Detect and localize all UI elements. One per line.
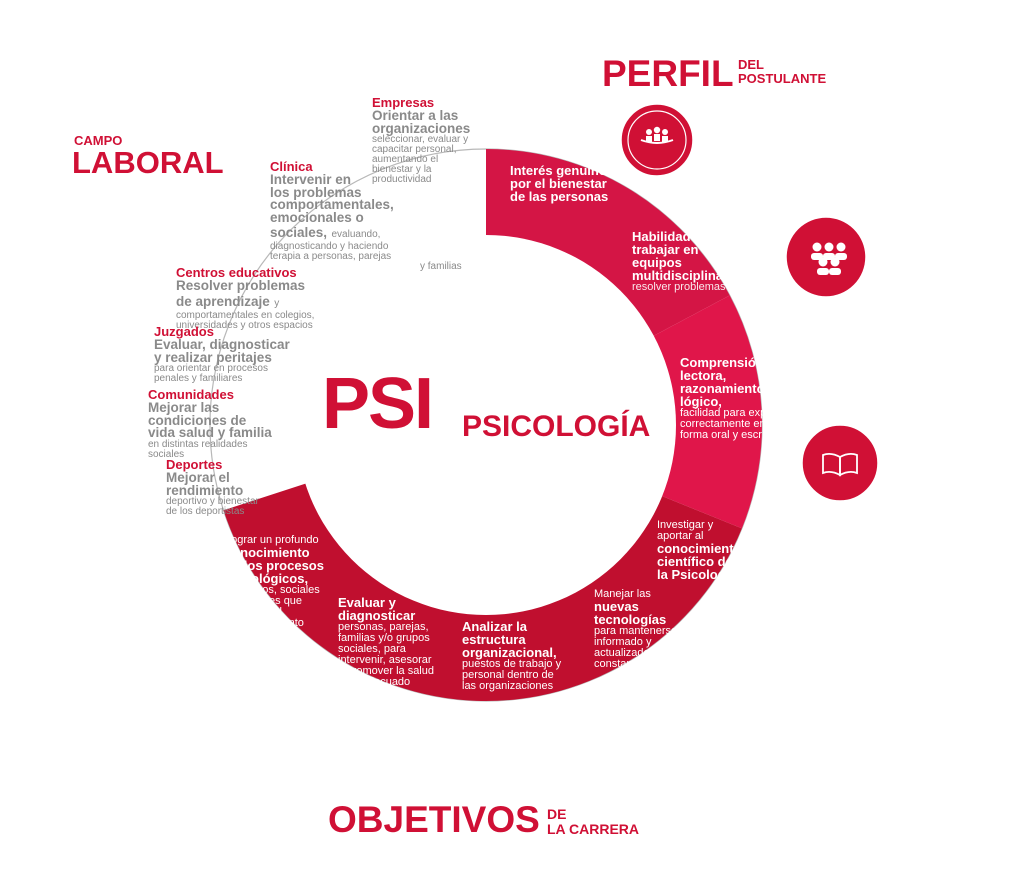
campo-empresas-l4: capacitar personal, xyxy=(372,144,457,155)
perfil-interes-l1: Interés genuino xyxy=(510,163,607,178)
perfil-comprension-l5: facilidad para expresarse xyxy=(680,407,803,419)
campo-centros xyxy=(176,266,314,331)
perfil-comprension-l7: forma oral y escrita xyxy=(680,429,774,441)
objetivo-investigar xyxy=(657,520,742,581)
objetivo-tecnologias-l1: Manejar las xyxy=(594,588,651,600)
objetivo-analizar-l1: Analizar la xyxy=(462,619,528,634)
campo-comunidades-l3: vida salud y familia xyxy=(148,425,272,440)
campo-empresas-l1: Orientar a las xyxy=(372,108,459,123)
campo-comunidades-title: Comunidades xyxy=(148,387,234,402)
campo-juzgados xyxy=(154,325,290,384)
objetivo-analizar-l4: puestos de trabajo y xyxy=(462,658,562,670)
objetivo-analizar-l3: organizacional, xyxy=(462,645,557,660)
objetivo-conocimiento-l0: Lograr un profundo xyxy=(225,534,319,546)
objetivo-evaluar-l2: diagnosticar xyxy=(338,608,416,623)
objetivo-investigar-l5: la Psicología xyxy=(657,567,737,582)
campo-comunidades-l2: condiciones de xyxy=(148,412,247,428)
objetivo-analizar xyxy=(462,620,561,692)
objetivo-analizar-l2: estructura xyxy=(462,632,526,647)
perfil-comprension-l4: lógico, xyxy=(680,394,722,409)
perfil-habilidades-l1: Habilidades para xyxy=(632,229,737,244)
objetivo-conocimiento-l8: humano xyxy=(225,628,265,640)
objetivo-tecnologias xyxy=(594,589,677,670)
campo-clinica-title: Clínica xyxy=(270,159,313,174)
campo-empresas-l5: aumentando el xyxy=(372,154,439,165)
campo-subtitle: CAMPO xyxy=(74,133,123,148)
campo-empresas-l3: seleccionar, evaluar y xyxy=(372,134,469,145)
objetivo-conocimiento-l2: de los procesos xyxy=(225,558,324,573)
campo-deportes-l3: deportivo y bienestar xyxy=(166,496,259,507)
campo-empresas-title: Empresas xyxy=(372,95,435,110)
campo-clinica-l6: diagnosticando y haciendo xyxy=(270,241,389,252)
objetivo-evaluar-l4: familias y/o grupos xyxy=(338,632,430,644)
perfil-interes-l3: de las personas xyxy=(510,189,609,204)
objetivo-tecnologias-l6: actualizado xyxy=(594,647,650,659)
campo-deportes-l2: rendimiento xyxy=(166,482,244,498)
campo-comunidades-l5: sociales xyxy=(148,448,185,460)
perfil-habilidades xyxy=(632,230,750,293)
objetivo-evaluar-l9: desarrollo xyxy=(338,687,387,699)
campo-comunidades-l1: Mejorar las xyxy=(148,400,220,415)
perfil-comprension-l2: lectora, xyxy=(680,368,727,383)
campo-comunidades xyxy=(148,388,272,460)
objetivo-conocimiento-l7: comportamiento xyxy=(225,617,304,629)
perfil-comprension-l1: Comprensión xyxy=(680,355,764,370)
perfil-subtitle-2: POSTULANTE xyxy=(738,71,827,86)
objetivo-tecnologias-l4: para mantenerse xyxy=(594,625,678,637)
objetivo-evaluar-l3: personas, parejas, xyxy=(338,621,429,633)
campo-empresas-l6: bienestar y la xyxy=(372,164,432,175)
campo-clinica-l3: comportamentales, xyxy=(270,197,394,212)
campo-juzgados-l1: Evaluar, diagnosticar xyxy=(154,337,290,352)
objetivo-evaluar-l10: humano xyxy=(338,698,378,710)
perfil-habilidades-l3: equipos xyxy=(632,255,682,270)
perfil-interes xyxy=(510,164,608,203)
campo-deportes-l1: Mejorar el xyxy=(166,470,230,485)
campo-centros-title: Centros educativos xyxy=(176,265,297,280)
campo-title: LABORAL xyxy=(72,145,224,180)
campo-centros-l4: universidades y otros espacios xyxy=(176,319,313,331)
campo-clinica-l5b: evaluando, xyxy=(331,229,381,240)
objetivo-tecnologias-l3: tecnologías xyxy=(594,612,667,627)
campo-juzgados-l2: y realizar peritajes xyxy=(154,349,272,365)
objetivo-investigar-l2: aportar al xyxy=(657,530,704,542)
objetivo-conocimiento-l6: engloban el xyxy=(225,606,282,618)
objetivo-evaluar xyxy=(338,596,434,710)
campo-centros-l2: de aprendizaje xyxy=(176,293,270,309)
campo-empresas-l2: organizaciones xyxy=(372,120,471,136)
campo-centros-l2b: y xyxy=(274,297,280,309)
center-psi: PSI xyxy=(322,364,433,444)
objetivo-investigar-l1: Investigar y xyxy=(657,519,714,531)
campo-deportes-title: Deportes xyxy=(166,457,223,472)
campo-clinica-l1: Intervenir en xyxy=(270,172,352,187)
objetivo-tecnologias-l7: constantemente xyxy=(594,658,673,670)
campo-empresas-l7: productividad xyxy=(372,174,432,185)
objetivos-subtitle-2: LA CARRERA xyxy=(547,821,640,837)
objetivo-investigar-l3: conocimiento xyxy=(657,541,742,556)
people-circle-icon xyxy=(621,104,693,176)
campo-clinica-l8: y familias xyxy=(420,261,462,272)
objetivo-tecnologias-l5: informado y xyxy=(594,636,652,648)
objetivo-conocimiento-l4: biológicos, sociales xyxy=(225,584,320,596)
objetivo-evaluar-l7: y promover la salud xyxy=(338,665,434,677)
campo-deportes-l4: de los deportistas xyxy=(166,506,245,517)
objetivo-evaluar-l6: intervenir, asesorar xyxy=(338,654,432,666)
objetivo-tecnologias-l2: nuevas xyxy=(594,599,639,614)
campo-clinica-l4: emocionales o xyxy=(270,209,364,225)
objetivo-conocimiento-l1: conocimiento xyxy=(225,545,310,560)
book-icon xyxy=(802,425,878,501)
perfil-habilidades-l2: trabajar en xyxy=(632,242,699,257)
campo-centros-l3: comportamentales en colegios, xyxy=(176,309,315,321)
campo-clinica-l7: terapia a personas, parejas xyxy=(270,251,392,262)
objetivo-evaluar-l5: sociales, para xyxy=(338,643,406,655)
objetivo-conocimiento-l3: psicológicos, xyxy=(225,571,309,586)
group-icon xyxy=(786,217,866,297)
perfil-comprension-l3: razonamiento xyxy=(680,381,765,396)
perfil-interes-l2: por el bienestar xyxy=(510,176,607,191)
objetivo-analizar-l5: personal dentro de xyxy=(462,669,554,681)
objetivo-investigar-l4: científico de xyxy=(657,554,733,569)
campo-clinica xyxy=(270,160,462,272)
campo-juzgados-l4: penales y familiares xyxy=(154,373,243,384)
objetivo-conocimiento xyxy=(225,535,324,640)
perfil-habilidades-l4: multidisciplinarios, xyxy=(632,268,751,283)
objetivos-subtitle-1: DE xyxy=(547,806,567,822)
campo-comunidades-l4: en distintas realidades xyxy=(148,438,248,450)
campo-centros-l1: Resolver problemas xyxy=(176,278,306,293)
objetivo-conocimiento-l5: y culturales que xyxy=(225,595,303,607)
perfil-comprension xyxy=(680,356,803,441)
objetivo-evaluar-l1: Evaluar y xyxy=(338,595,396,610)
center-psicologia: PSICOLOGÍA xyxy=(462,410,651,443)
campo-juzgados-l3: para orientar en procesos xyxy=(154,363,268,374)
campo-juzgados-title: Juzgados xyxy=(154,324,214,339)
campo-deportes xyxy=(166,458,259,517)
campo-clinica-l2: los problemas xyxy=(270,184,362,200)
objetivo-evaluar-l8: y un adecuado xyxy=(338,676,411,688)
perfil-title: PERFIL xyxy=(602,53,734,94)
campo-clinica-l5: sociales, xyxy=(270,225,328,240)
perfil-habilidades-l5: resolver problemas xyxy=(632,281,726,293)
objetivo-analizar-l6: las organizaciones xyxy=(462,680,554,692)
perfil-subtitle-1: DEL xyxy=(738,57,764,72)
perfil-comprension-l6: correctamente en xyxy=(680,418,766,430)
objetivos-title: OBJETIVOS xyxy=(328,799,540,840)
